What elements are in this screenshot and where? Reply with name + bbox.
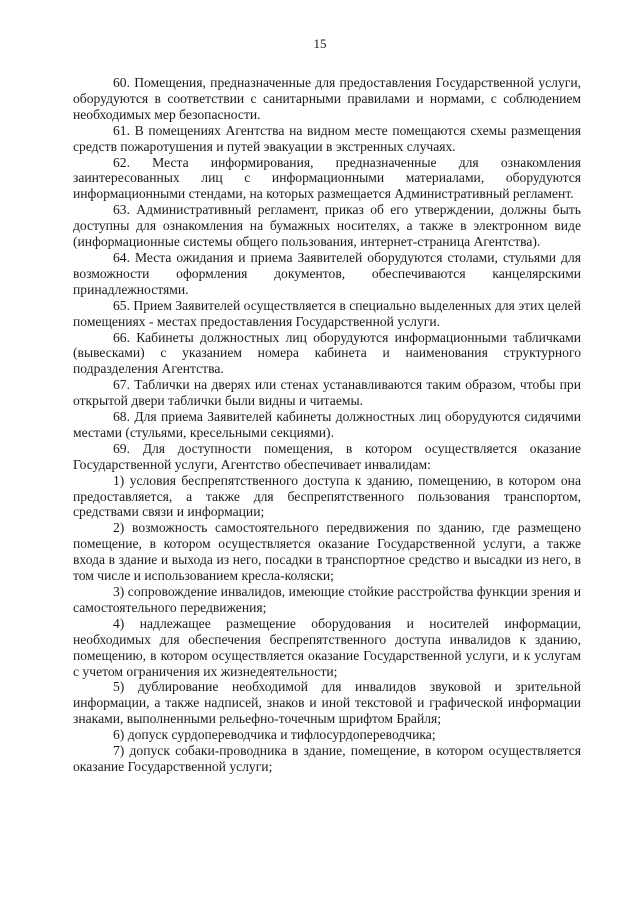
list-item-6: 6) допуск сурдопереводчика и тифлосурдопереводчика; (113, 727, 436, 743)
list-item-5: 5) дублирование необходимой для инвалидов звуковой и зрительной информации, а также надписей, знаков и иной текстовой и графической информации знаками, выполненными рельефно-точечным шрифтом Брайля; (73, 679, 581, 727)
list-item-4: 4) надлежащее размещение оборудования и носителей информации, необходимых для обеспечения беспрепятственного доступа инвалидов к зданию, помещению, в котором осуществляется оказание Государственной услуги, и к услугам с учетом ограничения их жизнедеятельности; (73, 615, 581, 679)
paragraph-68: 68. Для приема Заявителей кабинеты должностных лиц оборудуются сидячими местами (стульями, кресельными секциями). (73, 409, 581, 440)
paragraph-67: 67. Таблички на дверях или стенах устанавливаются таким образом, чтобы при открытой двери таблички были видны и читаемы. (73, 377, 581, 409)
paragraph-63: 63. Административный регламент, приказ об его утверждении, должны быть доступны для ознакомления на бумажных носителях, а также в электронном виде (информационные системы общего пользования, интернет-страница Агентства). (73, 202, 581, 250)
list-item-1: 1) условия беспрепятственного доступа к зданию, помещению, в котором она предоставляется, а также для беспрепятственного пользования транспортом, средствами связи и информации; (73, 472, 581, 520)
paragraph-65: 65. Прием Заявителей осуществляется в специально выделенных для этих целей помещениях - местах предоставления Государственной услуги. (73, 297, 581, 329)
document-body (73, 75, 581, 775)
paragraph-69: 69. Для доступности помещения, в котором осуществляется оказание Государственной услуги, Агентство обеспечивает инвалидам: (73, 440, 581, 472)
list-item-2: 2) возможность самостоятельного передвижения по зданию, где размещено помещение, в котором осуществляется оказание Государственной услуги, а также входа в здание и выхода из него, посадки в транспортное средство и высадки из него, в том числе и использованием кресла-коляски; (73, 520, 581, 584)
page-number: 15 (313, 36, 327, 51)
paragraph-61: 61. В помещениях Агентства на видном месте помещаются схемы размещения средств пожаротушения и путей эвакуации в экстренных случаях. (73, 122, 581, 154)
paragraph-62: 62. Места информирования, предназначенные для ознакомления заинтересованных лиц с информационными материалами, оборудуются информационными стендами, на которых размещается Административный регламент. (73, 154, 581, 202)
paragraph-66: 66. Кабинеты должностных лиц оборудуются информационными табличками (вывесками) с указанием номера кабинета и наименования структурного подразделения Агентства. (73, 329, 581, 377)
list-item-7: 7) допуск собаки-проводника в здание, помещение, в котором осуществляется оказание Государственной услуги; (73, 743, 581, 774)
paragraph-64: 64. Места ожидания и приема Заявителей оборудуются столами, стульями для возможности оформления документов, обеспечиваются канцелярскими принадлежностями. (73, 249, 581, 297)
paragraph-60: 60. Помещения, предназначенные для предоставления Государственной услуги, оборудуются в соответствии с санитарными правилами и нормами, с соблюдением необходимых мер безопасности. (73, 75, 581, 122)
list-item-3: 3) сопровождение инвалидов, имеющие стойкие расстройства функции зрения и самостоятельного передвижения; (73, 584, 581, 615)
